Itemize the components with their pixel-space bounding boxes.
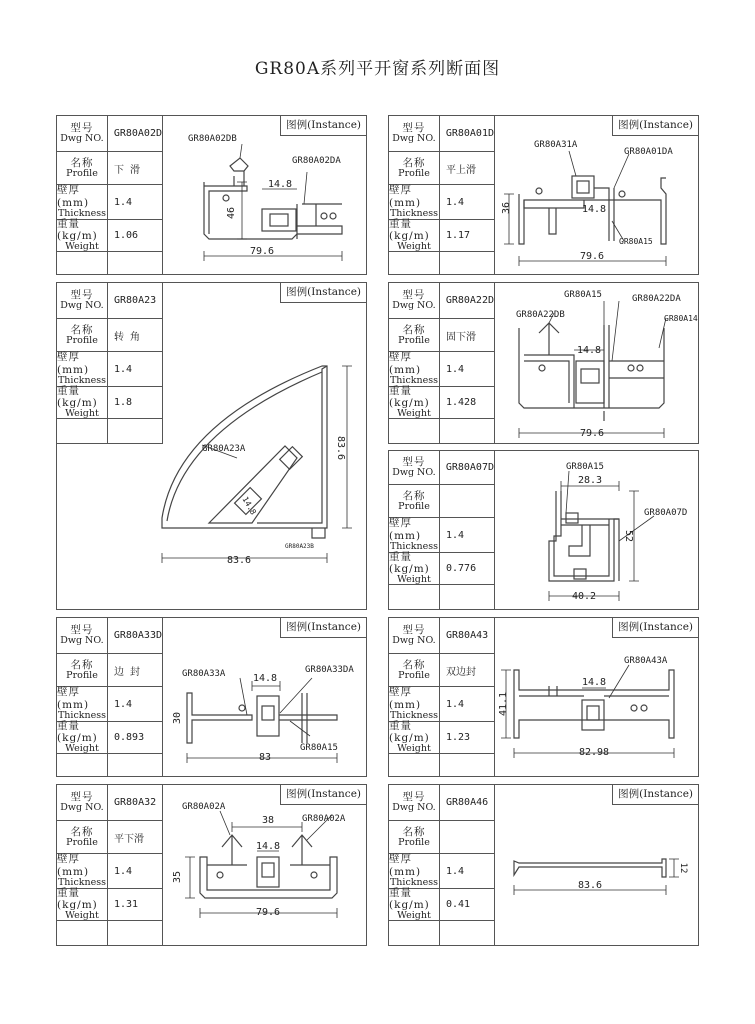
weight-value: 0.776	[446, 563, 477, 574]
thickness-value: 1.4	[446, 865, 465, 877]
callout-label: GR80A22DA	[632, 294, 681, 304]
spec-table	[389, 451, 495, 609]
thickness-label-en: Thickness	[389, 876, 439, 888]
dwg-label-cn: 型号	[402, 456, 426, 468]
callout-label: GR80A15	[619, 237, 653, 246]
profile-label-en: Profile	[398, 836, 430, 848]
thickness-value: 1.4	[446, 698, 465, 710]
profile-label-en: Profile	[398, 167, 430, 179]
profile-label-en: Profile	[66, 167, 98, 179]
dwg-label-en: Dwg NO.	[60, 300, 104, 312]
spec-table	[389, 785, 495, 945]
dim-height: 30	[172, 711, 183, 725]
profile-name	[440, 485, 494, 517]
weight-label-cn: 重量 (kg/m)	[57, 217, 98, 243]
profile-label-cn: 名称	[70, 156, 94, 169]
weight-label-cn: 重量 (kg/m)	[389, 719, 430, 745]
dim-inner: 14.8	[252, 673, 278, 684]
dwg-number: GR80A46	[446, 797, 489, 808]
profile-drawing-gr80a33d	[162, 618, 368, 778]
weight-label-en: Weight	[397, 574, 431, 586]
callout-label: GR80A15	[300, 743, 338, 753]
weight-value: 0.893	[114, 732, 145, 743]
dim-width: 83.6	[226, 555, 252, 566]
dwg-label-cn: 型号	[70, 624, 94, 636]
profile-drawing-gr80a32	[162, 785, 368, 947]
dwg-label-cn: 型号	[402, 791, 426, 803]
profile-label-cn: 名称	[402, 489, 426, 502]
dwg-label-en: Dwg NO.	[392, 133, 436, 145]
profile-drawing-gr80a46	[494, 785, 700, 947]
weight-label-cn: 重量 (kg/m)	[57, 719, 98, 745]
weight-value: 1.8	[114, 397, 133, 408]
callout-label: GR80A02A	[302, 814, 346, 824]
profile-card-gr80a43	[388, 617, 699, 777]
instance-label: 图例(Instance)	[612, 116, 698, 136]
dim-width: 79.6	[255, 907, 281, 918]
profile-name: 边 封	[114, 666, 141, 678]
profile-name	[440, 821, 494, 853]
instance-label: 图例(Instance)	[280, 283, 366, 303]
dwg-number: GR80A07D	[445, 462, 494, 473]
thickness-label-en: Thickness	[389, 709, 439, 721]
spec-table	[389, 618, 495, 776]
callout-label: GR80A02DB	[188, 134, 237, 144]
thickness-value: 1.4	[446, 363, 465, 375]
profile-card-gr80a32	[56, 784, 367, 946]
dim-width: 83.6	[577, 880, 603, 891]
profile-card-gr80a07d	[388, 450, 699, 610]
callout-label: GR80A23B	[285, 543, 314, 550]
weight-value: 1.31	[114, 899, 139, 910]
dwg-label-en: Dwg NO.	[392, 802, 436, 814]
callout-label: GR80A43A	[624, 656, 668, 666]
profile-label-en: Profile	[398, 669, 430, 681]
dim-height: 41.1	[498, 691, 509, 717]
callout-label: GR80A23A	[202, 444, 246, 454]
dwg-label-cn: 型号	[70, 122, 94, 134]
weight-label-cn: 重量 (kg/m)	[389, 384, 430, 410]
dwg-number: GR80A01D	[445, 128, 494, 139]
weight-value: 1.23	[446, 732, 471, 743]
profile-drawing-gr80a07d	[494, 451, 700, 611]
dim-height: 36	[501, 201, 512, 215]
profile-card-gr80a46	[388, 784, 699, 946]
dwg-number: GR80A43	[446, 630, 489, 641]
profile-label-cn: 名称	[402, 825, 426, 838]
dwg-label-en: Dwg NO.	[392, 467, 436, 479]
callout-label: GR80A02DA	[292, 156, 341, 166]
dwg-number: GR80A32	[114, 797, 157, 808]
thickness-value: 1.4	[114, 698, 133, 710]
profile-label-en: Profile	[66, 669, 98, 681]
dim-top: 28.3	[577, 475, 603, 486]
callout-label: GR80A15	[564, 290, 602, 300]
weight-label-en: Weight	[65, 408, 99, 420]
instance-label: 图例(Instance)	[280, 116, 366, 136]
dim-width: 40.2	[571, 591, 597, 602]
profile-drawing-gr80a01d	[494, 116, 700, 276]
dwg-label-cn: 型号	[70, 791, 94, 803]
thickness-label-cn: 壁厚 (mm)	[57, 184, 90, 209]
dwg-label-cn: 型号	[70, 289, 94, 301]
dwg-number: GR80A22D	[445, 295, 494, 306]
instance-label: 图例(Instance)	[612, 618, 698, 638]
spec-table	[389, 283, 495, 443]
weight-label-en: Weight	[65, 743, 99, 755]
weight-label-en: Weight	[397, 241, 431, 253]
profile-drawing-gr80a43	[494, 618, 700, 778]
profile-label-cn: 名称	[70, 323, 94, 336]
profile-label-en: Profile	[66, 836, 98, 848]
profile-card-gr80a02d	[56, 115, 367, 275]
callout-label: GR80A15	[566, 462, 604, 472]
weight-value: 1.17	[446, 230, 471, 241]
profile-label-en: Profile	[398, 334, 430, 346]
profile-name: 平下滑	[114, 833, 144, 845]
thickness-label-cn: 壁厚 (mm)	[389, 351, 422, 376]
dim-inner: 14.8	[581, 677, 607, 688]
dwg-label-en: Dwg NO.	[60, 635, 104, 647]
thickness-value: 1.4	[446, 196, 465, 208]
profile-card-gr80a33d	[56, 617, 367, 777]
weight-label-en: Weight	[397, 408, 431, 420]
thickness-label-cn: 壁厚 (mm)	[389, 853, 422, 878]
thickness-label-en: Thickness	[389, 374, 439, 386]
thickness-value: 1.4	[114, 363, 133, 375]
dim-width: 82.98	[578, 747, 610, 758]
callout-label: GR80A07D	[644, 508, 688, 518]
thickness-label-en: Thickness	[57, 374, 107, 386]
dim-inner: 14.8	[255, 841, 281, 852]
profile-name: 固下滑	[446, 331, 476, 343]
weight-label-cn: 重量 (kg/m)	[57, 384, 98, 410]
dim-top: 38	[261, 815, 275, 826]
dim-width: 83	[258, 752, 272, 763]
dim-height: 35	[172, 870, 183, 884]
dwg-number: GR80A33D	[113, 630, 162, 641]
instance-label: 图例(Instance)	[612, 785, 698, 805]
dwg-label-cn: 型号	[402, 624, 426, 636]
dim-height: 12	[678, 862, 688, 874]
page-title: GR80A系列平开窗系列断面图	[254, 59, 501, 79]
dwg-label-en: Dwg NO.	[60, 802, 104, 814]
dim-height: 83.6	[335, 435, 346, 461]
weight-label-cn: 重量 (kg/m)	[389, 550, 430, 576]
profile-drawing-gr80a02d	[162, 116, 368, 276]
thickness-label-en: Thickness	[57, 876, 107, 888]
thickness-value: 1.4	[446, 529, 465, 541]
dim-height: 46	[226, 206, 237, 220]
callout-label: GR80A33A	[182, 669, 226, 679]
spec-table	[389, 116, 495, 274]
profile-label-cn: 名称	[70, 825, 94, 838]
thickness-label-cn: 壁厚 (mm)	[57, 853, 90, 878]
dwg-label-cn: 型号	[402, 289, 426, 301]
dwg-number: GR80A23	[114, 295, 157, 306]
profile-label-cn: 名称	[402, 156, 426, 169]
thickness-label-cn: 壁厚 (mm)	[389, 184, 422, 209]
profile-drawing-gr80a22d	[494, 283, 700, 445]
profile-label-cn: 名称	[402, 323, 426, 336]
callout-label: GR80A33DA	[305, 665, 354, 675]
callout-label: GR80A01DA	[624, 147, 673, 157]
weight-label-cn: 重量 (kg/m)	[389, 886, 430, 912]
thickness-value: 1.4	[114, 865, 133, 877]
spec-table	[57, 116, 163, 274]
dim-inner: 14.8	[267, 179, 293, 190]
dwg-label-cn: 型号	[402, 122, 426, 134]
profile-label-cn: 名称	[402, 658, 426, 671]
instance-label: 图例(Instance)	[280, 785, 366, 805]
spec-table	[57, 785, 163, 945]
thickness-label-cn: 壁厚 (mm)	[389, 517, 422, 542]
thickness-label-en: Thickness	[389, 540, 439, 552]
profile-name: 双边封	[446, 666, 476, 678]
thickness-value: 1.4	[114, 196, 133, 208]
weight-label-cn: 重量 (kg/m)	[389, 217, 430, 243]
weight-label-en: Weight	[65, 910, 99, 922]
spec-table	[57, 618, 163, 776]
profile-label-en: Profile	[398, 500, 430, 512]
callout-label: GR80A02A	[182, 802, 226, 812]
weight-value: 0.41	[446, 899, 471, 910]
dwg-label-en: Dwg NO.	[60, 133, 104, 145]
weight-value: 1.428	[446, 397, 477, 408]
callout-label: GR80A14	[664, 314, 698, 323]
weight-label-en: Weight	[65, 241, 99, 253]
profile-name: 平上滑	[446, 164, 476, 176]
dim-height: 52	[623, 529, 634, 543]
dwg-number: GR80A02D	[113, 128, 162, 139]
profile-label-cn: 名称	[70, 658, 94, 671]
weight-label-en: Weight	[397, 910, 431, 922]
dim-width: 79.6	[579, 428, 605, 439]
profile-card-gr80a01d	[388, 115, 699, 275]
dim-inner: 14.8	[576, 345, 602, 356]
thickness-label-en: Thickness	[389, 207, 439, 219]
profile-label-en: Profile	[66, 334, 98, 346]
thickness-label-en: Thickness	[57, 709, 107, 721]
profile-drawing-gr80a23	[57, 283, 368, 611]
instance-label: 图例(Instance)	[280, 618, 366, 638]
profile-name: 下 滑	[114, 164, 141, 176]
dim-inner: 14.8	[240, 495, 258, 517]
thickness-label-cn: 壁厚 (mm)	[389, 686, 422, 711]
callout-label: GR80A22DB	[516, 310, 565, 320]
dim-width: 79.6	[579, 251, 605, 262]
thickness-label-cn: 壁厚 (mm)	[57, 686, 90, 711]
dwg-label-en: Dwg NO.	[392, 300, 436, 312]
dim-inner: 14.8	[581, 204, 607, 215]
profile-name: 转 角	[114, 331, 141, 343]
weight-label-cn: 重量 (kg/m)	[57, 886, 98, 912]
weight-value: 1.06	[114, 230, 139, 241]
profile-card-gr80a22d	[388, 282, 699, 444]
callout-label: GR80A31A	[534, 140, 578, 150]
dim-width: 79.6	[249, 246, 275, 257]
dwg-label-en: Dwg NO.	[392, 635, 436, 647]
profile-card-gr80a23	[56, 282, 367, 610]
weight-label-en: Weight	[397, 743, 431, 755]
thickness-label-en: Thickness	[57, 207, 107, 219]
thickness-label-cn: 壁厚 (mm)	[57, 351, 90, 376]
